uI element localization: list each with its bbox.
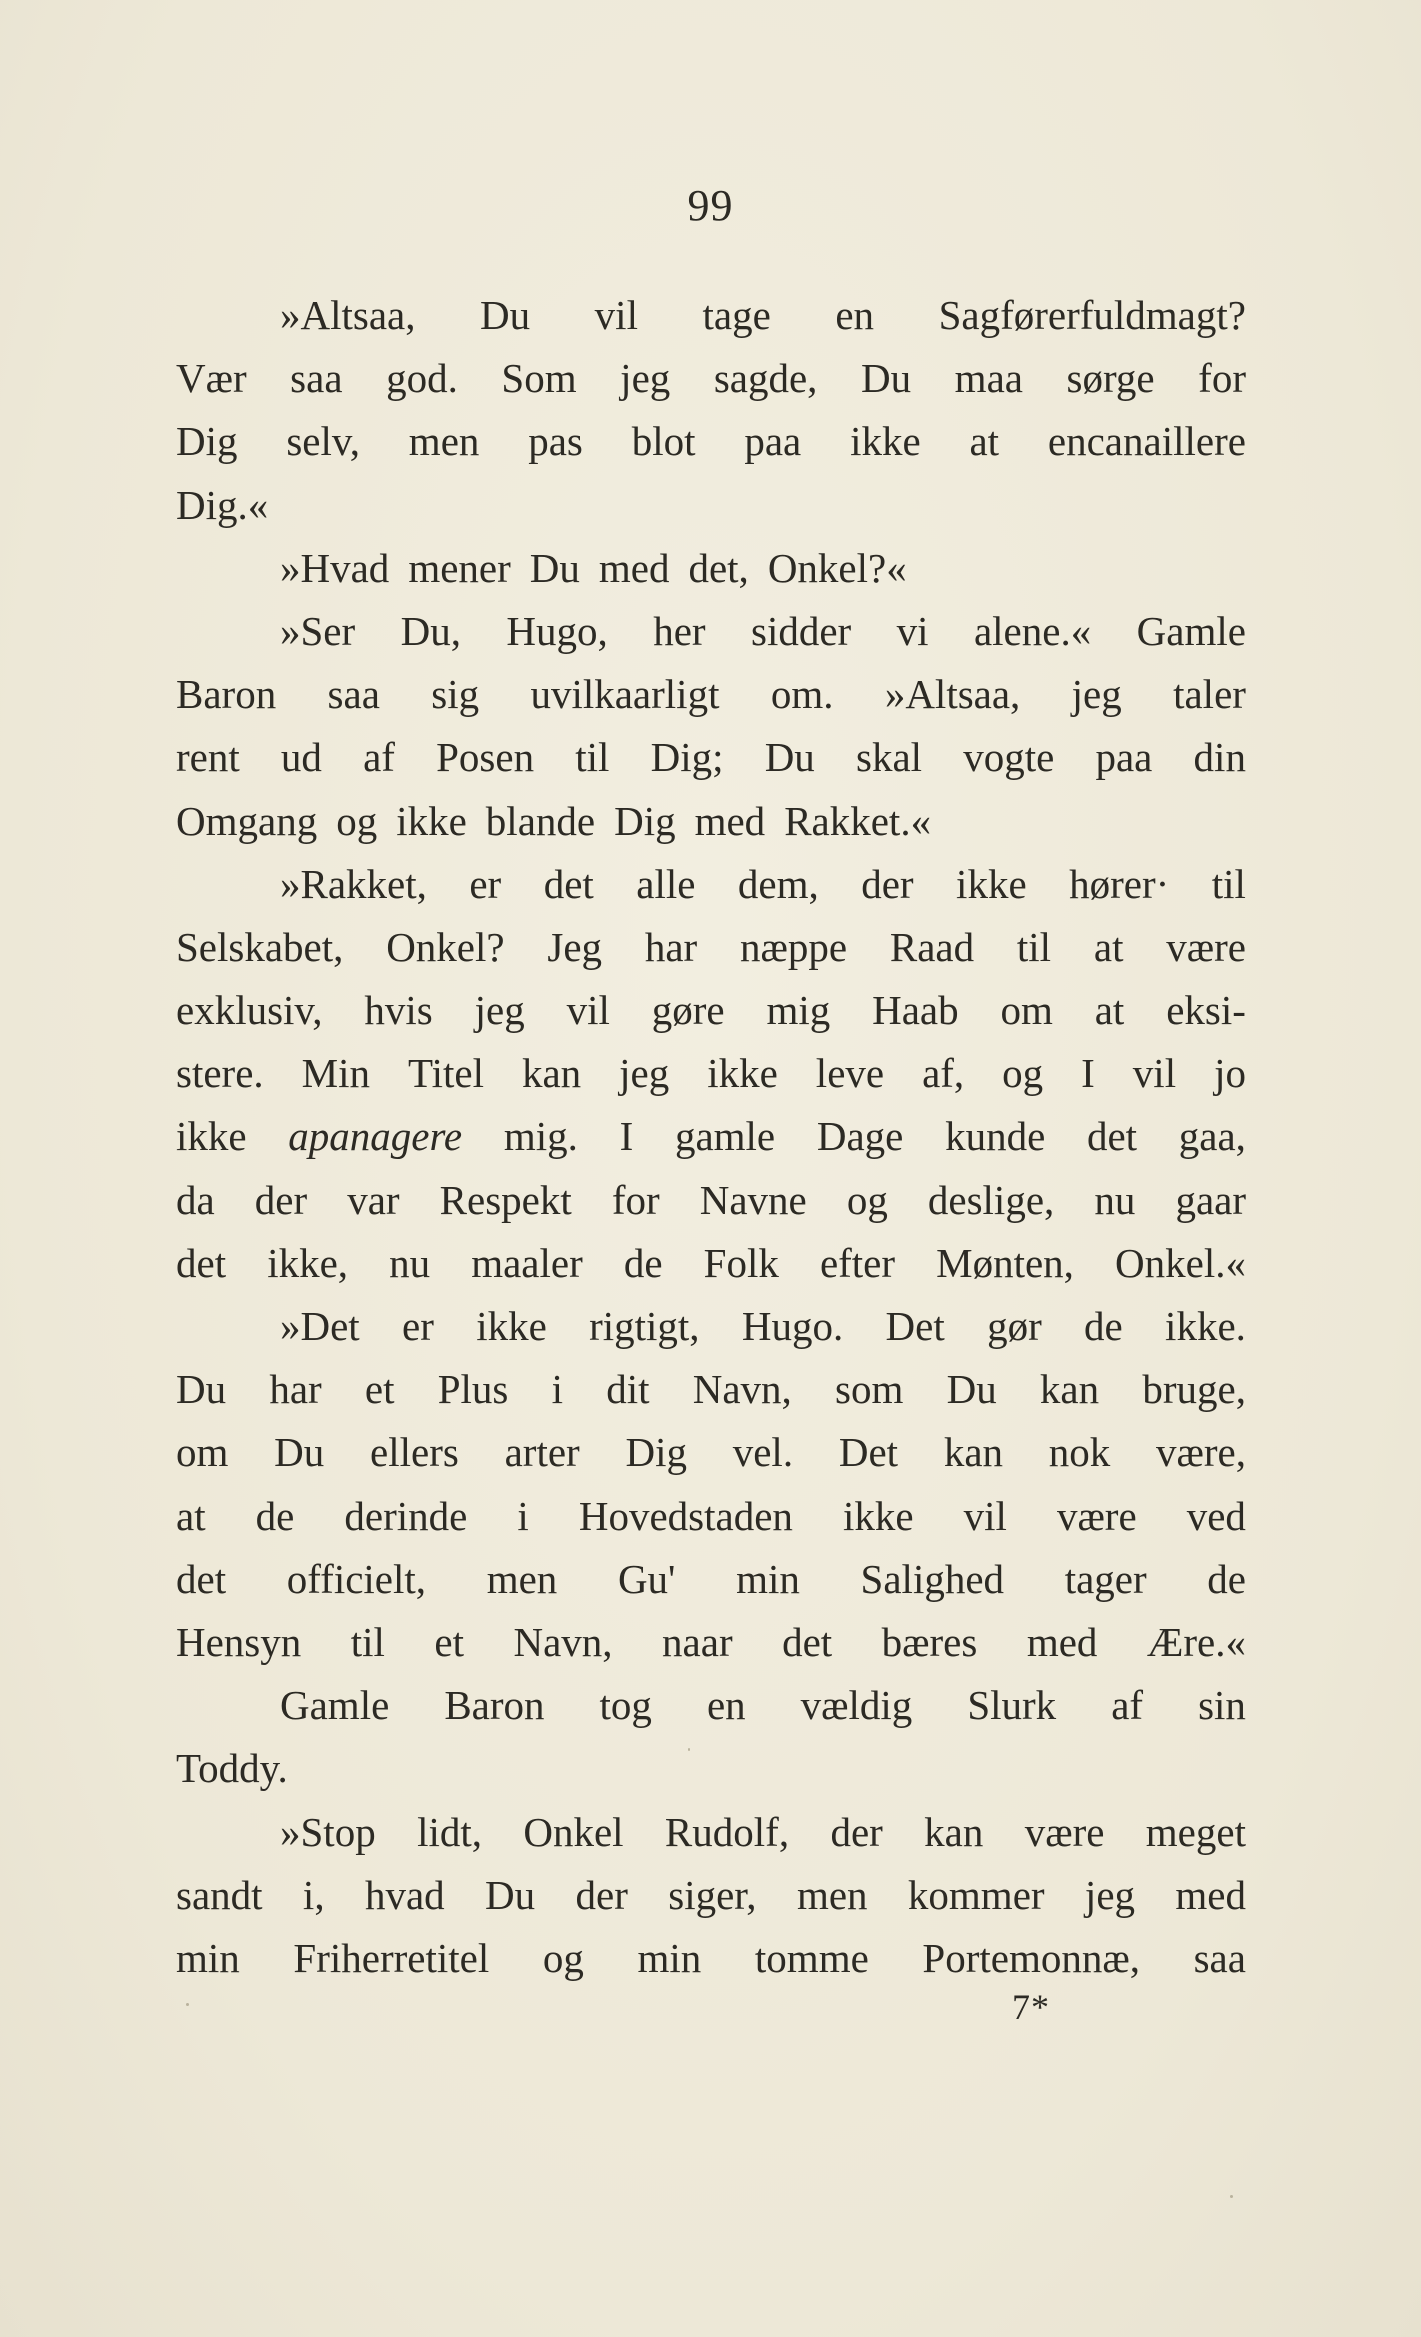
word: gør: [987, 1303, 1042, 1349]
word: til: [1211, 860, 1246, 907]
word: Navne: [699, 1176, 807, 1223]
word: en: [706, 1682, 746, 1729]
word: Sagførerfuldmagt?: [938, 292, 1246, 338]
word: maaler: [471, 1239, 583, 1286]
word: Hovedstaden: [578, 1492, 793, 1539]
word: mener: [408, 544, 511, 591]
word: Det: [885, 1303, 945, 1349]
word: Du,: [400, 607, 461, 654]
word: I: [1081, 1050, 1095, 1097]
word: det: [176, 1239, 227, 1286]
word: encanaillere: [1047, 418, 1246, 465]
word: ikke,: [267, 1239, 349, 1286]
word: Posen: [436, 734, 535, 781]
word: det: [543, 860, 594, 907]
word: Min: [301, 1050, 370, 1097]
word: Dig.«: [176, 481, 269, 528]
word: har: [269, 1366, 322, 1413]
word: vil: [1132, 1050, 1177, 1097]
word: bæres: [881, 1618, 978, 1665]
word: mig: [766, 987, 831, 1034]
text-line: [176, 1864, 1246, 1927]
word: vil: [594, 292, 638, 338]
word: deslige,: [927, 1176, 1055, 1223]
word: tog: [599, 1682, 652, 1729]
word: vel.: [732, 1429, 794, 1476]
word: sandt: [176, 1871, 263, 1918]
word: jeg: [1071, 671, 1122, 718]
word: men: [486, 1555, 558, 1602]
text-line: [176, 474, 1246, 537]
word: har: [644, 923, 698, 970]
word: at: [176, 1492, 206, 1539]
word: ud: [280, 734, 322, 781]
word: være: [1166, 923, 1246, 970]
word: til: [350, 1618, 385, 1665]
word: kan: [521, 1050, 582, 1097]
word: et: [364, 1366, 395, 1413]
word: Navn,: [692, 1366, 792, 1413]
word: Folk: [703, 1239, 779, 1286]
word: gamle: [674, 1113, 776, 1160]
word: og: [846, 1176, 888, 1223]
word: »Rakket,: [280, 860, 427, 907]
word: stere.: [176, 1050, 264, 1097]
word: lidt,: [417, 1808, 482, 1855]
word: nu: [389, 1239, 431, 1286]
word: sidder: [750, 607, 852, 654]
word: med: [1175, 1871, 1246, 1918]
word: Toddy.: [176, 1745, 288, 1792]
word: der: [861, 860, 914, 907]
word: vil: [566, 987, 610, 1034]
word: der: [575, 1871, 628, 1918]
word: bruge,: [1142, 1366, 1246, 1413]
word: Du: [485, 1871, 536, 1918]
word: af: [1111, 1682, 1144, 1729]
word: Gu': [617, 1555, 676, 1602]
word: og: [542, 1934, 584, 1981]
word: rigtigt,: [589, 1303, 700, 1349]
word: Du: [274, 1429, 325, 1476]
word: jo: [1214, 1050, 1246, 1097]
word: ikke: [707, 1050, 778, 1097]
paper-speck: [186, 2003, 189, 2006]
word: Respekt: [439, 1176, 572, 1223]
word: paa: [1095, 734, 1153, 781]
word: nok: [1048, 1429, 1111, 1476]
word: ikke: [476, 1303, 547, 1349]
word: et: [434, 1618, 465, 1665]
word: Baron: [176, 671, 277, 718]
text-line: [176, 1105, 1246, 1168]
text-line: [176, 1485, 1246, 1548]
word: der: [254, 1176, 308, 1223]
text-line: [176, 1358, 1246, 1421]
text-line: [176, 916, 1246, 979]
text-line: [176, 284, 1246, 347]
word: »Stop: [280, 1808, 376, 1855]
word: tager: [1064, 1555, 1147, 1602]
word: Dig: [614, 797, 676, 844]
word: men: [796, 1871, 868, 1918]
word: Du: [946, 1366, 997, 1413]
word: der: [830, 1808, 883, 1855]
word: min: [736, 1555, 800, 1602]
word: »Det: [280, 1303, 360, 1349]
word: Onkel?: [386, 923, 505, 970]
word: jeg: [1084, 1871, 1136, 1918]
signature-mark: 7*: [1012, 1987, 1050, 2027]
word: Omgang: [176, 797, 318, 844]
word: Dig: [625, 1429, 687, 1476]
word: i,: [302, 1871, 325, 1918]
word: være: [1056, 1492, 1137, 1539]
word: til: [1016, 923, 1052, 970]
word: ikke: [850, 418, 921, 465]
word: meget: [1145, 1808, 1246, 1855]
page-number: 99: [687, 181, 734, 230]
word: »Altsaa,: [280, 292, 416, 338]
word: »Ser: [280, 607, 356, 654]
word: ikke: [176, 1113, 247, 1160]
text-line: [176, 347, 1246, 410]
word: Haab: [872, 987, 959, 1034]
word: om.: [770, 671, 834, 718]
word: nu: [1094, 1176, 1136, 1223]
word: det: [176, 1555, 227, 1602]
word: med: [598, 544, 670, 591]
word: her: [653, 607, 706, 654]
word: i: [551, 1366, 563, 1413]
word: Hensyn: [176, 1618, 302, 1665]
word: som: [835, 1366, 904, 1413]
word: min: [176, 1934, 240, 1981]
text-line: [176, 537, 1246, 600]
word: naar: [662, 1618, 733, 1665]
text-line: [176, 1421, 1246, 1484]
word: ikke: [396, 797, 467, 844]
word: Dig: [176, 418, 238, 465]
word: Selskabet,: [176, 923, 344, 970]
text-line: [176, 1927, 1246, 1990]
word: Rakket.«: [784, 797, 932, 844]
word: for: [611, 1176, 660, 1223]
word: paa: [744, 418, 802, 465]
text-line: [176, 1801, 1246, 1864]
word: eksi-: [1166, 987, 1246, 1034]
word: din: [1193, 734, 1246, 781]
word: det: [782, 1618, 833, 1665]
word: det: [1086, 1113, 1138, 1160]
word: maa: [954, 355, 1023, 402]
paper-speck: [688, 1748, 690, 1751]
word: saa: [327, 671, 380, 718]
text-line: [176, 1611, 1246, 1674]
word: taler: [1173, 671, 1246, 718]
text-line: [176, 1548, 1246, 1611]
word: skal: [855, 734, 923, 781]
word: da: [176, 1176, 215, 1223]
word: Gamle: [1136, 607, 1246, 654]
text-line: [176, 853, 1246, 916]
word: »Hvad: [280, 544, 390, 591]
word: Salighed: [860, 1555, 1005, 1602]
word: men: [408, 418, 480, 465]
word: sagde,: [713, 355, 818, 402]
word: efter: [819, 1239, 896, 1286]
word: derinde: [344, 1492, 468, 1539]
word: for: [1198, 355, 1246, 402]
word: dem,: [737, 860, 819, 907]
word: ikke: [842, 1492, 914, 1539]
word: Du: [764, 734, 815, 781]
word: ikke: [956, 860, 1027, 907]
word: kan: [943, 1429, 1004, 1476]
text-line: [176, 1737, 1246, 1800]
word: at: [1093, 923, 1124, 970]
word: jeg: [619, 1050, 670, 1097]
word: Ære.«: [1146, 1618, 1246, 1665]
word: Jeg: [547, 923, 603, 970]
word: Vær: [176, 355, 247, 402]
word: at: [1094, 987, 1125, 1034]
word: arter: [504, 1429, 580, 1476]
word: de: [1207, 1555, 1246, 1602]
word: blande: [485, 797, 596, 844]
word: alene.«: [973, 607, 1092, 654]
word: de: [1084, 1303, 1123, 1349]
text-line: [176, 663, 1246, 726]
word: kunde: [945, 1113, 1046, 1160]
word: Rudolf,: [664, 1808, 790, 1855]
text-line: [176, 979, 1246, 1042]
word: gøre: [651, 987, 725, 1034]
word: vældig: [800, 1682, 913, 1729]
word: Du: [176, 1366, 227, 1413]
word: vogte: [963, 734, 1055, 781]
word: de: [255, 1492, 295, 1539]
word: Dig;: [650, 734, 724, 781]
word: være: [1024, 1808, 1105, 1855]
word: Titel: [407, 1050, 484, 1097]
word: selv,: [286, 418, 360, 465]
word: en: [835, 292, 875, 338]
text-line: [176, 600, 1246, 663]
word: vil: [963, 1492, 1007, 1539]
text-line: [176, 1674, 1246, 1737]
word: Plus: [437, 1366, 509, 1413]
word: saa: [1193, 1934, 1246, 1981]
word: Du: [861, 355, 912, 402]
word: Det: [838, 1429, 899, 1476]
word: Portemonnæ,: [922, 1934, 1140, 1981]
word: ikke.: [1165, 1303, 1246, 1349]
word: dit: [606, 1366, 650, 1413]
text-line: [176, 410, 1246, 473]
word: mig.: [503, 1113, 578, 1160]
word: kommer: [907, 1871, 1045, 1918]
word: sørge: [1066, 355, 1155, 402]
word: Friherretitel: [293, 1934, 490, 1981]
word: kan: [1039, 1366, 1100, 1413]
text-line: [176, 1042, 1246, 1105]
word: af,: [922, 1050, 965, 1097]
word: var: [347, 1176, 400, 1223]
word: Hugo,: [506, 607, 608, 654]
text-line: [176, 790, 1246, 853]
word: sig: [431, 671, 480, 718]
word: Baron: [444, 1682, 545, 1729]
word: jeg: [474, 987, 525, 1034]
word: om: [1000, 987, 1053, 1034]
word: Navn,: [513, 1618, 613, 1665]
word: Onkel?«: [767, 544, 907, 591]
word: kan: [924, 1808, 984, 1855]
word: næppe: [740, 923, 848, 970]
word: Du: [480, 292, 531, 338]
italic-word: apanagere: [288, 1113, 463, 1160]
word: sin: [1198, 1682, 1246, 1729]
word: Hugo.: [741, 1303, 844, 1349]
word: uvilkaarligt: [530, 671, 720, 718]
word: vi: [896, 607, 929, 654]
word: Raad: [889, 923, 975, 970]
body-text: [176, 284, 1246, 1990]
word: rent: [176, 734, 240, 781]
word: I: [619, 1113, 634, 1160]
word: blot: [631, 418, 696, 465]
word: med: [694, 797, 766, 844]
word: leve: [815, 1050, 885, 1097]
text-line: [176, 1169, 1246, 1232]
word: i: [517, 1492, 529, 1539]
word: det,: [688, 544, 749, 591]
word: og: [336, 797, 378, 844]
word: ellers: [370, 1429, 459, 1476]
word: Som: [501, 355, 577, 402]
word: Slurk: [967, 1682, 1057, 1729]
word: Du: [529, 544, 580, 591]
word: Gamle: [280, 1682, 390, 1729]
word: officielt,: [286, 1555, 427, 1602]
word: Onkel: [523, 1808, 624, 1855]
paper-speck: [1230, 2195, 1233, 2198]
word: gaa,: [1178, 1113, 1246, 1160]
word: gaar: [1175, 1176, 1246, 1223]
word: min: [637, 1934, 702, 1981]
word: hvis: [364, 987, 433, 1034]
word: er: [469, 860, 502, 907]
word: hvad: [364, 1871, 445, 1918]
word: med: [1026, 1618, 1098, 1665]
word: om: [176, 1429, 229, 1476]
text-line: [176, 726, 1246, 789]
word: og: [1002, 1050, 1044, 1097]
word: de: [623, 1239, 663, 1286]
word: saa: [290, 355, 343, 402]
word: til: [575, 734, 610, 781]
word: være,: [1156, 1429, 1246, 1476]
word: siger,: [668, 1871, 757, 1918]
word: er: [402, 1303, 434, 1349]
word: jeg: [620, 355, 671, 402]
word: at: [969, 418, 1000, 465]
text-line: [176, 1295, 1246, 1358]
word: alle: [636, 860, 696, 907]
word: af: [363, 734, 395, 781]
word: god.: [386, 355, 458, 402]
word: tage: [702, 292, 771, 338]
word: pas: [528, 418, 583, 465]
word: hører·: [1069, 860, 1170, 907]
word: exklusiv,: [176, 987, 323, 1034]
word: Dage: [816, 1113, 904, 1160]
word: Mønten,: [936, 1239, 1074, 1286]
word: »Altsaa,: [884, 671, 1021, 718]
word: Onkel.«: [1115, 1239, 1246, 1286]
word: tomme: [754, 1934, 869, 1981]
text-line: [176, 1232, 1246, 1295]
word: ved: [1186, 1492, 1246, 1539]
